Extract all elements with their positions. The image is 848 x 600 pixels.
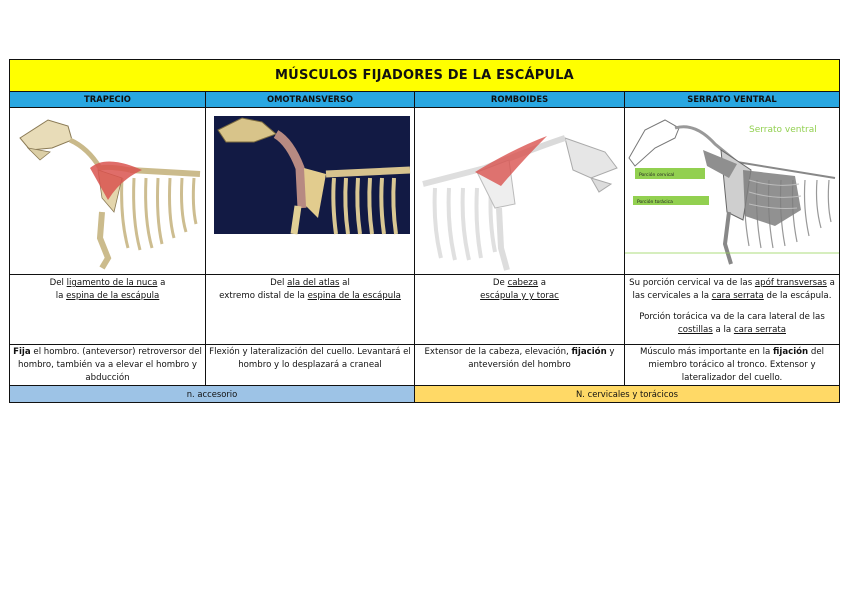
header-trapecio: TRAPECIO (10, 92, 206, 107)
image-serrato-ventral (625, 108, 839, 274)
header-romboides: ROMBOIDES (415, 92, 625, 107)
header-omotransverso: OMOTRANSVERSO (206, 92, 415, 107)
origin-romboides: De cabeza a escápula y y torac (415, 275, 625, 344)
function-serrato-ventral: Músculo más importante en la fijación del miembro torácico al tronco. Extensor y lateralizador del cuello. (639, 347, 825, 383)
nerve-cervicales-toracicos: N. cervicales y torácicos (415, 386, 839, 402)
image-trapecio (10, 108, 206, 274)
muscle-table (9, 59, 840, 403)
header-serrato-ventral: SERRATO VENTRAL (625, 92, 839, 107)
origin-row (10, 275, 839, 345)
serrato-label: Serrato ventral (749, 125, 817, 135)
function-trapecio: Fija el hombro. (anteversor) retroversor del hombro, también va a elevar el hombro y abducción (10, 345, 206, 385)
origin-serrato-ventral: Su porción cervical va de las apóf transversas a las cervicales a la cara serrata de la escápula. Porción torácica va de la cara lateral de las costillas a la cara serrata (629, 278, 835, 335)
nerve-row (10, 386, 839, 402)
tag-cervical: Porción cervical (639, 173, 675, 178)
image-romboides (415, 108, 625, 274)
header-row (10, 92, 839, 108)
tag-toracica: Porción torácica (637, 200, 673, 205)
origin-trapecio: Del ligamento de la nuca a la espina de la escápula (10, 275, 206, 344)
function-row (10, 345, 839, 386)
origin-omotransverso: Del ala del atlas al extremo distal de la espina de la escápula (206, 275, 415, 344)
function-romboides: Extensor de la cabeza, elevación, fijación y anteversión del hombro (415, 345, 625, 385)
omotransverso-illustration (206, 108, 415, 274)
function-omotransverso: Flexión y lateralización del cuello. Levantará el hombro y lo desplazará a craneal (206, 345, 415, 385)
serrato-ventral-illustration (625, 108, 839, 274)
romboides-skeleton-illustration (415, 108, 625, 274)
trapecio-skeleton-illustration (10, 108, 206, 274)
image-row (10, 108, 839, 275)
image-omotransverso (206, 108, 415, 274)
table-title: MÚSCULOS FIJADORES DE LA ESCÁPULA (10, 60, 839, 92)
nerve-accesorio: n. accesorio (10, 386, 415, 402)
